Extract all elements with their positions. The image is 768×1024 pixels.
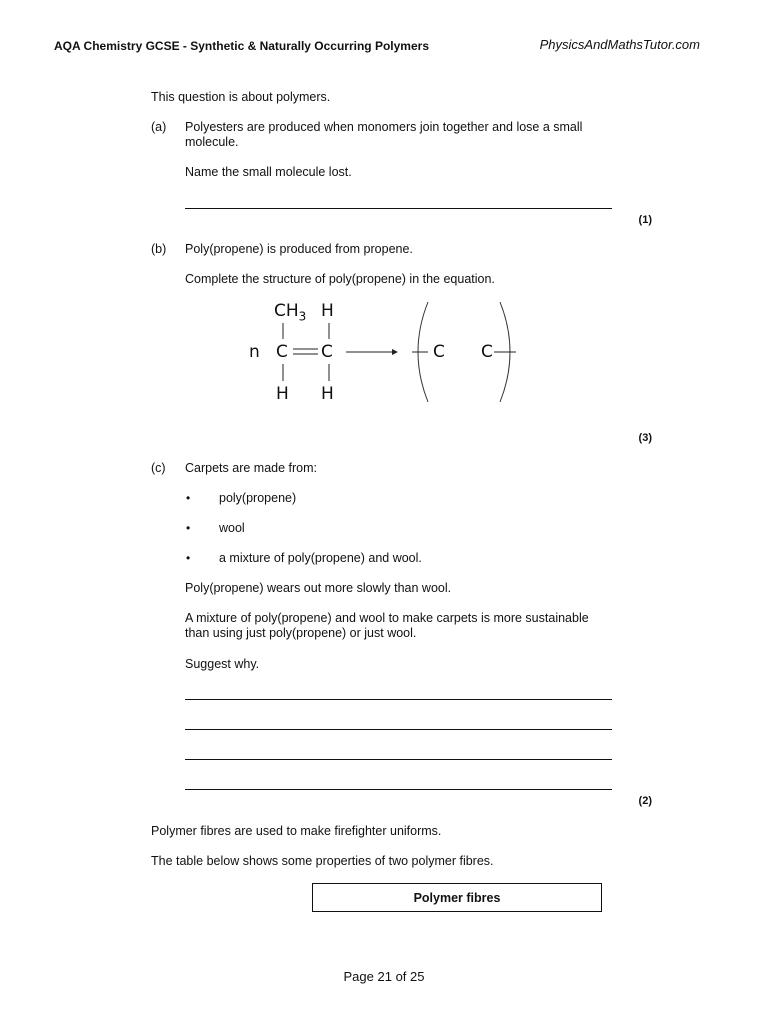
page-number [0,969,768,984]
part-c-sustain-line1: A mixture of poly(propene) and wool to make carpets is more sustainable [185,611,589,625]
page-of: of [395,969,407,984]
part-b-marks: (3) [638,432,652,444]
part-c-prompt: Suggest why. [185,657,260,671]
part-a-prompt: Name the small molecule lost. [185,165,352,179]
h-bottom-right: H [321,384,334,404]
part-c-label: (c) [151,461,166,475]
h-top-right: H [321,301,334,321]
coefficient-n: n [249,342,260,362]
bullet-3-text: a mixture of poly(propene) and wool. [219,551,422,565]
answer-line-c-4[interactable] [185,789,612,790]
page-current: 21 [377,969,392,984]
carbon-right: C [321,342,333,362]
intro-text: This question is about polymers. [151,90,331,104]
part-c-marks: (2) [638,795,652,807]
carbon-left: C [276,342,288,362]
table-header-polymer-fibres: Polymer fibres [312,883,602,912]
header-site: PhysicsAndMathsTutor.com [539,37,700,52]
bullet-1-text: poly(propene) [219,491,297,505]
answer-line-c-1[interactable] [185,699,612,700]
part-c-sustain-line2: than using just poly(propene) or just wool. [185,626,417,640]
part-a-label: (a) [151,120,167,134]
part-a-marks: (1) [638,214,652,226]
polymer-carbon-left: C [433,342,445,362]
answer-line-c-2[interactable] [185,729,612,730]
answer-line-c-3[interactable] [185,759,612,760]
page-prefix: Page [343,969,374,984]
polymer-carbon-right: C [481,342,493,362]
page-total: 25 [410,969,425,984]
reaction-arrow-head [392,349,398,355]
part-b-text: Poly(propene) is produced from propene. [185,242,413,256]
bullet-2-text: wool [219,521,245,535]
part-a-text-line1: Polyesters are produced when monomers join together and lose a small [185,120,583,134]
h-bottom-left: H [276,384,289,404]
bullet-1-mark: • [186,491,191,505]
fibres-text-1: Polymer fibres are used to make firefighter uniforms. [151,824,442,838]
part-c-text: Carpets are made from: [185,461,317,475]
part-b-prompt: Complete the structure of poly(propene) in the equation. [185,272,495,286]
ch3-group: $CH_3$ [274,301,307,324]
part-b-label: (b) [151,242,167,256]
bullet-3-mark: • [186,551,191,565]
part-c-statement: Poly(propene) wears out more slowly than wool. [185,581,452,595]
part-a-text-line2: molecule. [185,135,239,149]
bullet-2-mark: • [186,521,191,535]
fibres-text-2: The table below shows some properties of two polymer fibres. [151,854,494,868]
header-title: AQA Chemistry GCSE - Synthetic & Naturally Occurring Polymers [54,39,429,53]
